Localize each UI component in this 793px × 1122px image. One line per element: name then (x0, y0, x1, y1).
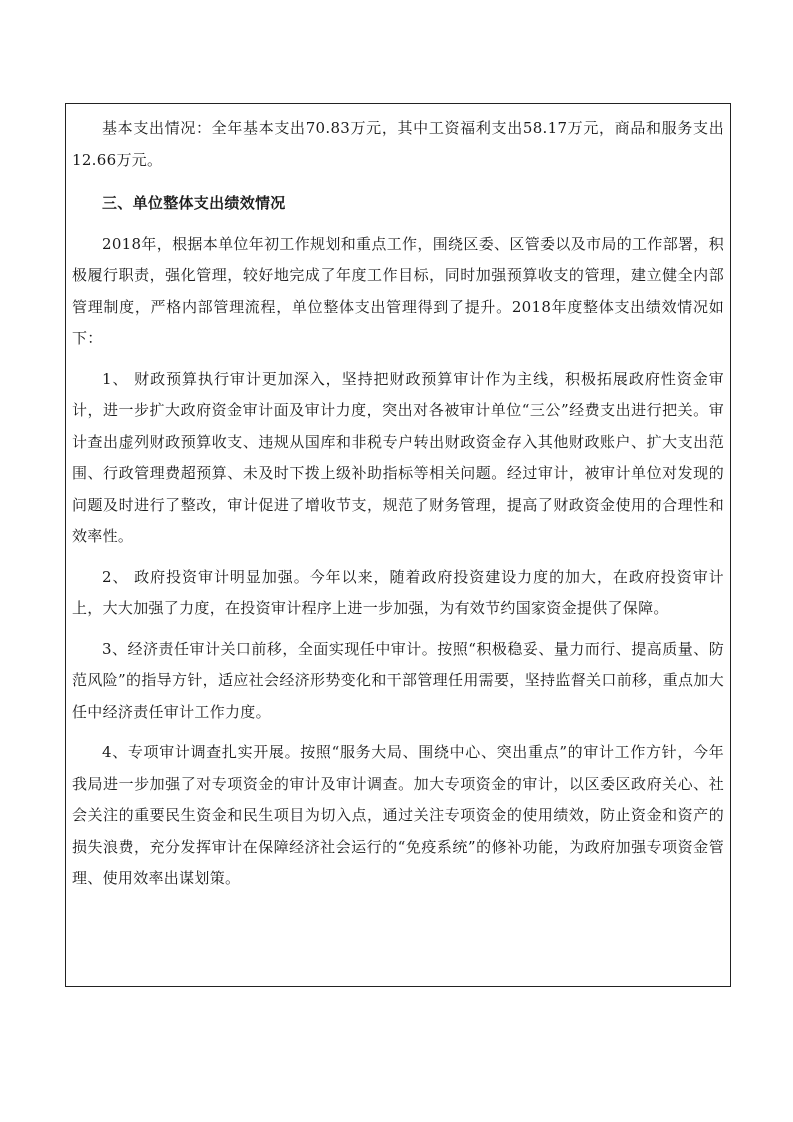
section-heading: 三、单位整体支出绩效情况 (102, 194, 286, 212)
item-3-paragraph: 3、经济责任审计关口前移，全面实现任中审计。按照“积极稳妥、量力而行、提高质量、防范风险”的指导方针，适应社会经济形势变化和干部管理任用需要，坚持监督关口前移，重点加大任中经济责任审计工作力度。 (72, 639, 724, 721)
document-body (72, 113, 724, 904)
intro-paragraph: 2018年，根据本单位年初工作规划和重点工作，围绕区委、区管委以及市局的工作部署，积极履行职责，强化管理，较好地完成了年度工作目标，同时加强预算收支的管理，建立健全内部管理制度，严格内部管理流程，单位整体支出管理得到了提升。2018年度整体支出绩效情况如下： (72, 234, 724, 347)
item-1-paragraph: 1、 财政预算执行审计更加深入，坚持把财政预算审计作为主线，积极拓展政府性资金审计，进一步扩大政府资金审计面及审计力度，突出对各被审计单位“三公”经费支出进行把关。审计查出虚列财政预算收支、违规从国库和非税专户转出财政资金存入其他财政账户、扩大支出范围、行政管理费超预算、未及时下拨上级补助指标等相关问题。经过审计，被审计单位对发现的问题及时进行了整改，审计促进了增收节支，规范了财务管理，提高了财政资金使用的合理性和效率性。 (72, 369, 724, 545)
item-2-paragraph: 2、 政府投资审计明显加强。今年以来，随着政府投资建设力度的加大，在政府投资审计上，大大加强了力度，在投资审计程序上进一步加强，为有效节约国家资金提供了保障。 (72, 567, 724, 617)
item-4-paragraph: 4、专项审计调查扎实开展。按照“服务大局、围绕中心、突出重点”的审计工作方针，今年我局进一步加强了对专项资金的审计及审计调查。加大专项资金的审计，以区委区政府关心、社会关注的重要民生资金和民生项目为切入点，通过关注专项资金的使用绩效，防止资金和资产的损失浪费，充分发挥审计在保障经济社会运行的“免疫系统”的修补功能，为政府加强专项资金管理、使用效率出谋划策。 (72, 743, 724, 887)
basic-expenditure-paragraph: 基本支出情况：全年基本支出70.83万元，其中工资福利支出58.17万元，商品和服务支出12.66万元。 (72, 119, 724, 169)
